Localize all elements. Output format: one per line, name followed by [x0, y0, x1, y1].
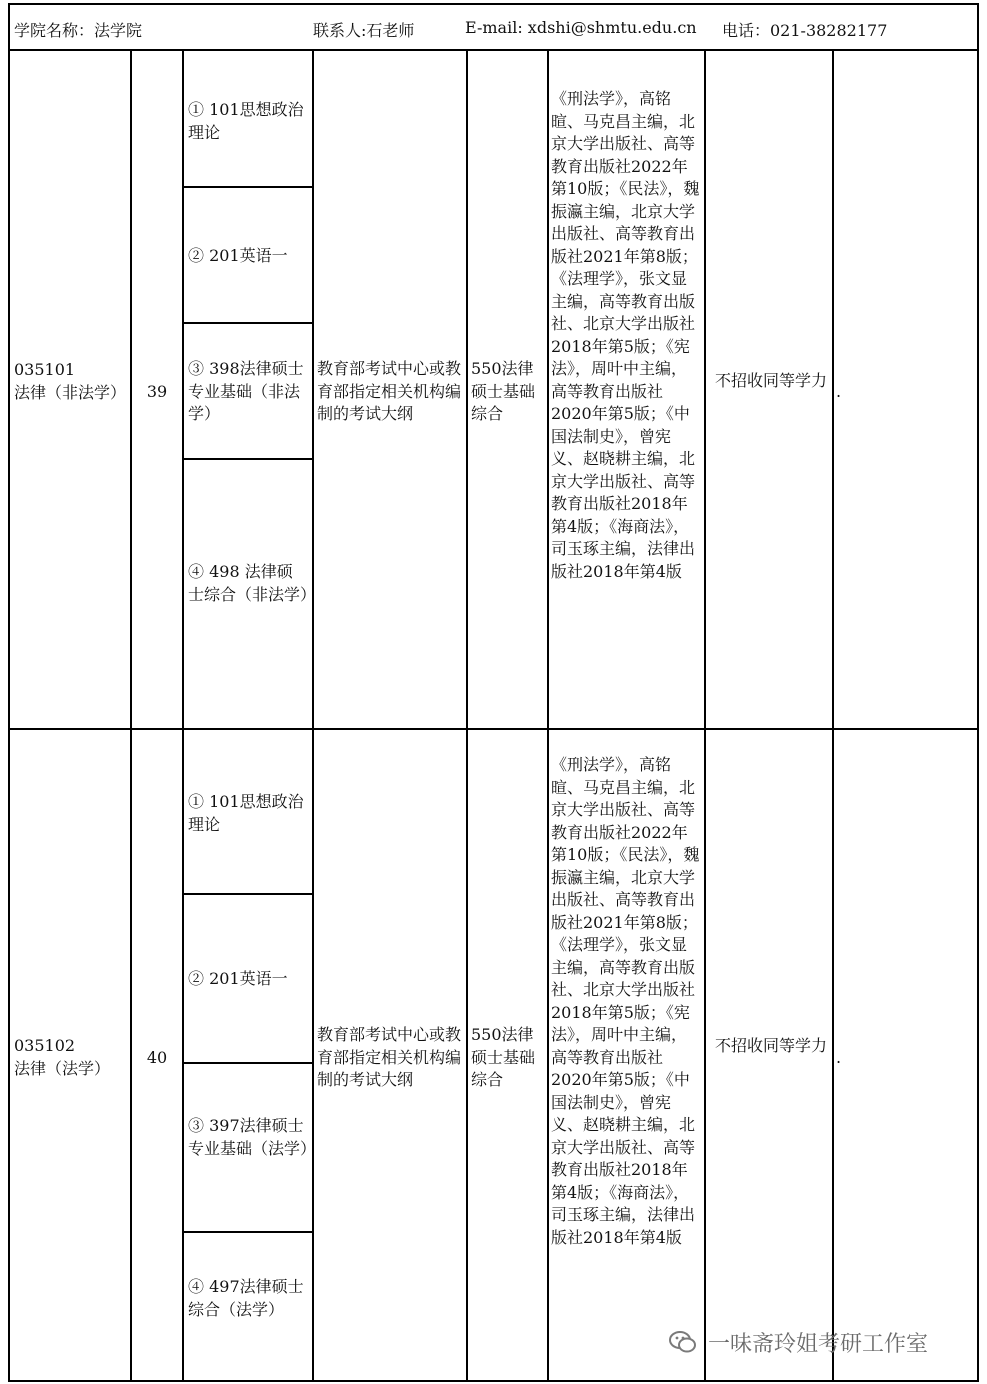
major-name: 法律（非法学）: [14, 382, 127, 402]
subject-divider: [182, 893, 312, 895]
exam-subject: ④ 497法律硕士综合（法学）: [188, 1277, 304, 1319]
equivalent-degree-note: 不招收同等学力: [714, 371, 827, 390]
subject-divider: [182, 458, 312, 460]
major-name: 法律（法学）: [14, 1058, 111, 1078]
exam-subject: ① 101思想政治理论: [188, 792, 304, 834]
reference-books: 《刑法学》，高铭暄、马克昌主编，北京大学出版社、高等教育出版社2022年第10版；《民法》，魏振瀛主编，北京大学出版社、高等教育出版社2021年第8版；《法理学》，张文显主编，高等教育出版社、北京大学出版社2018年第5版；《宪法》，周叶中主编，高等教育出版社2020年第5版；《中国法制史》，曾宪义、赵晓耕主编，北京大学出版社、高等教育出版社2018年第4版；《海商法》，司玉琢主编，法律出版社2018年第4版: [551, 89, 700, 581]
column-divider: [832, 51, 834, 1380]
column-divider: [182, 51, 184, 1380]
enrollment-count: 39: [146, 382, 168, 401]
wechat-icon: [668, 1327, 698, 1357]
exam-subject: ③ 397法律硕士专业基础（法学）: [188, 1116, 317, 1158]
enrollment-count: 40: [146, 1048, 168, 1067]
subject-divider: [182, 322, 312, 324]
watermark-text: 一味斋玲姐考研工作室: [708, 1331, 929, 1357]
major-code: 035102: [14, 1036, 76, 1055]
subject-divider: [182, 1231, 312, 1233]
watermark: [668, 1322, 928, 1362]
major-cell: [14, 1035, 124, 1080]
exam-subject: ④ 498 法律硕士综合（非法学）: [188, 562, 317, 604]
subject-divider: [182, 1062, 312, 1064]
equivalent-degree-note: 不招收同等学力: [714, 1036, 827, 1055]
reference-books: 《刑法学》，高铭暄、马克昌主编，北京大学出版社、高等教育出版社2022年第10版；《民法》，魏振瀛主编，北京大学出版社、高等教育出版社2021年第8版；《法理学》，张文显主编，高等教育出版社、北京大学出版社2018年第5版；《宪法》，周叶中主编，高等教育出版社2020年第5版；《中国法制史》，曾宪义、赵晓耕主编，北京大学出版社、高等教育出版社2018年第4版；《海商法》，司玉琢主编，法律出版社2018年第4版: [551, 755, 700, 1247]
column-divider: [312, 51, 314, 1380]
remark: .: [836, 382, 842, 401]
exam-syllabus: 教育部考试中心或教育部指定相关机构编制的考试大纲: [317, 1025, 462, 1089]
column-divider: [547, 51, 549, 1380]
remark: .: [836, 1048, 842, 1067]
exam-subject: ② 201英语一: [188, 969, 288, 988]
column-divider: [704, 51, 706, 1380]
major-cell: [14, 359, 127, 404]
column-divider: [466, 51, 468, 1380]
exam-subject: ② 201英语一: [188, 246, 288, 265]
major-code: 035101: [14, 360, 76, 379]
exam-syllabus: 教育部考试中心或教育部指定相关机构编制的考试大纲: [317, 359, 462, 423]
college-name: 学院名称：法学院: [14, 21, 143, 40]
contact-person: 联系人:石老师: [313, 21, 415, 40]
table-header: [10, 5, 977, 51]
subject-divider: [182, 186, 312, 188]
retest-subject: 550法律硕士基础综合: [471, 359, 536, 423]
retest-subject: 550法律硕士基础综合: [471, 1025, 536, 1089]
exam-subject: ③ 398法律硕士专业基础（非法学）: [188, 359, 304, 423]
row-divider: [10, 728, 977, 730]
contact-email: E-mail: xdshi@shmtu.edu.cn: [465, 18, 697, 37]
admissions-table: [8, 3, 979, 1382]
contact-phone: 电话：021-38282177: [722, 21, 888, 40]
column-divider: [130, 51, 132, 1380]
exam-subject: ① 101思想政治理论: [188, 100, 304, 142]
